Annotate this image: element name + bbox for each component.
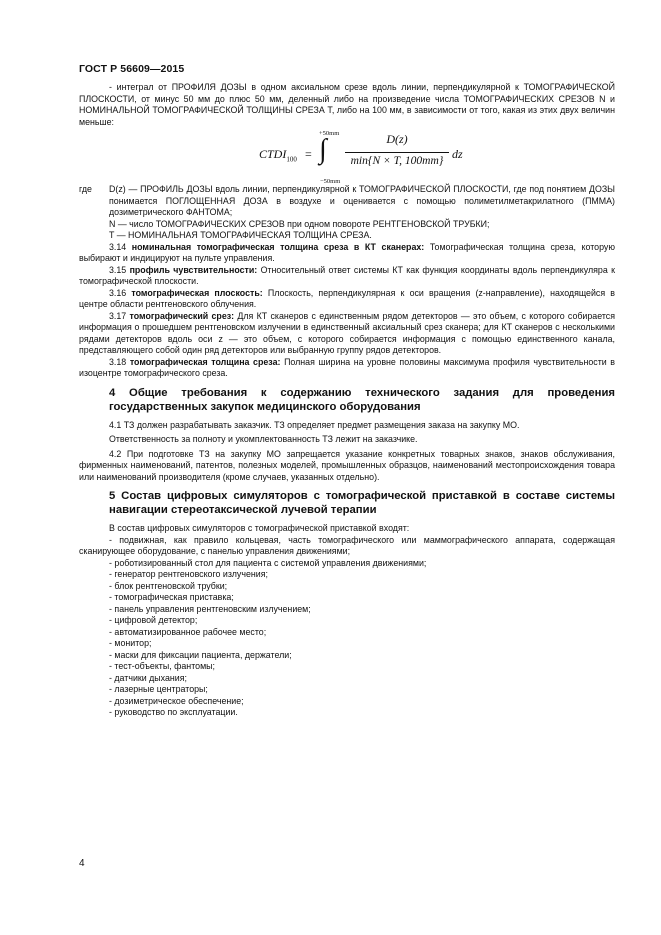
section-4-paragraph-2: Ответственность за полноту и укомплектованность ТЗ лежит на заказчике. [109, 434, 418, 444]
list-item: - лазерные центраторы; [109, 684, 208, 694]
definition-term: номинальная томографическая толщина среза в КТ сканерах: [131, 241, 425, 252]
formula-lhs-subscript: 100 [286, 155, 297, 164]
definition-3-16 [79, 288, 615, 311]
definition-3-14 [79, 242, 615, 265]
n-definition: N — число ТОМОГРАФИЧЕСКИХ СРЕЗОВ при одном повороте РЕНТГЕНОВСКОЙ ТРУБКИ; [109, 218, 490, 229]
list-item: - цифровой детектор; [109, 615, 198, 625]
document-header: ГОСТ Р 56609—2015 [79, 63, 185, 75]
definition-number: 3.16 [109, 287, 127, 298]
formula-equals: = [305, 147, 312, 161]
d-definition: D(z) — ПРОФИЛЬ ДОЗЫ вдоль линии, перпендикулярной к ТОМОГРАФИЧЕСКОЙ ПЛОСКОСТИ, где под понятием ДОЗЫ понимается ПОГЛОЩЕННАЯ ДОЗА в воздухе и оценивается с помощью полиметилметакрилатного (ПММА) дозиметрического ФАНТОМА; [109, 184, 615, 217]
list-item: - тест-объекты, фантомы; [109, 661, 215, 671]
list-item: - генератор рентгеновского излучения; [109, 569, 268, 579]
formula-legend [79, 184, 615, 219]
page-content [79, 82, 615, 719]
integral-upper-limit: +50mm [319, 130, 340, 137]
definition-text: Относительный ответ системы КТ как функция координаты вдоль перпендикуляра к томографической плоскости. [79, 264, 615, 286]
section-4-paragraph-1: 4.1 ТЗ должен разрабатывать заказчик. ТЗ определяет предмет размещения заказа на закупку МО. [109, 419, 520, 430]
t-definition: T — НОМИНАЛЬНАЯ ТОМОГРАФИЧЕСКАЯ ТОЛЩИНА СРЕЗА. [109, 230, 372, 240]
page-number: 4 [79, 858, 85, 869]
definition-number: 3.17 [109, 310, 127, 321]
section-5-intro: В состав цифровых симуляторов с томографической приставкой входят: [109, 523, 410, 533]
section-5-list [79, 558, 615, 719]
section-4-heading: 4 Общие требования к содержанию технического задания для проведения государственных закупок медицинского оборудования [109, 386, 615, 413]
definition-text: Томографическая толщина среза, которую выбирают и индицируют на пульте управления. [79, 241, 615, 263]
definition-number: 3.18 [109, 356, 127, 367]
list-item: - роботизированный стол для пациента с системой управления движениями; [109, 557, 427, 568]
section-4-paragraph-3: 4.2 При подготовке ТЗ на закупку МО запрещается указание конкретных товарных знаков, знаков обслуживания, фирменных наименований, патентов, полезных моделей, промышленных образцов, наименований местопроисхождения товара или наименований производителя (кроме случаев, указанных отдельно). [79, 448, 615, 482]
definition-text: Для КТ сканеров с единственным рядом детекторов — это объем, с которого собирается информация о прошедшем рентгеновском излучении в единственный аксиальный срез сканера; для КТ сканеров с несколькими рядами детекторов вдоль оси z — это объем, с которого собирается информация с помощью единственного канала, представляющего собой один ряд детекторов или выбранную группу рядов детекторов. [79, 310, 615, 355]
definition-text: Плоскость, перпендикулярная к оси вращения (z-направление), находящейся в центре области рентгеновского облучения. [79, 287, 615, 309]
definition-term: профиль чувствительности: [129, 264, 258, 275]
definition-number: 3.14 [109, 241, 127, 252]
list-item: - маски для фиксации пациента, держатели; [109, 649, 292, 660]
formula-lhs-symbol: CTDI [259, 147, 287, 161]
integral-sign: ∫ [319, 134, 327, 165]
definition-text: Полная ширина на уровне половины максимума профиля чувствительности в изоцентре томографического среза. [79, 356, 616, 378]
definition-3-18 [79, 357, 615, 380]
definition-term: томографический срез: [129, 310, 235, 321]
list-item: - автоматизированное рабочее место; [109, 626, 267, 637]
formula-lhs [259, 149, 297, 166]
section-5-heading: 5 Состав цифровых симуляторов с томографической приставкой в составе системы навигации стереотаксической лучевой терапии [109, 490, 615, 516]
where-label: где [79, 184, 92, 194]
formula-differential: dz [452, 147, 463, 161]
definition-3-17 [79, 311, 615, 357]
section-5-first-item: - подвижная, как правило кольцевая, часть томографического или маммографического аппарата, содержащая сканирующее оборудование, с панелью управления движениями; [79, 534, 615, 556]
list-item: - датчики дыхания; [109, 672, 187, 683]
list-item: - дозиметрическое обеспечение; [109, 695, 244, 706]
integral-lower-limit: −50mm [320, 178, 341, 185]
definition-term: томографическая толщина среза: [129, 356, 281, 367]
definition-term: томографическая плоскость: [131, 287, 263, 298]
definition-number: 3.15 [109, 264, 127, 275]
ctdi-formula [79, 128, 615, 184]
list-item: - руководство по эксплуатации. [109, 707, 238, 717]
definition-3-15 [79, 265, 615, 288]
list-item: - панель управления рентгеновским излучением; [109, 603, 311, 614]
list-item: - монитор; [109, 638, 152, 648]
intro-paragraph: - интеграл от ПРОФИЛЯ ДОЗЫ в одном аксиальном срезе вдоль линии, перпендикулярной к ТОМОГРАФИЧЕСКОЙ ПЛОСКОСТИ, от минус 50 мм до плюс 50 мм, деленный либо на произведение числа ТОМОГРАФИЧЕСКИХ СРЕЗОВ N и НОМИНАЛЬНОЙ ТОМОГРАФИЧЕСКОЙ ТОЛЩИНЫ СРЕЗА T, либо на 100 мм, в зависимости от того, какая из этих двух величин меньше: [79, 82, 615, 127]
formula-denominator: min{N × T, 100mm} [350, 155, 444, 167]
list-item: - блок рентгеновской трубки; [109, 580, 228, 591]
list-item: - томографическая приставка; [109, 592, 234, 602]
fraction-bar [345, 152, 449, 153]
formula-numerator: D(z) [386, 132, 408, 146]
